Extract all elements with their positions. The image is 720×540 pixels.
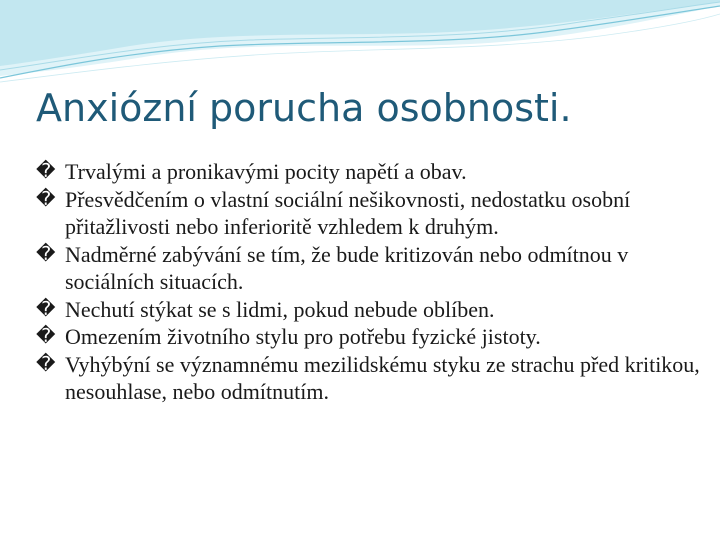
- bullet-text: Trvalými a pronikavými pocity napětí a obav.: [65, 159, 467, 184]
- bullet-list: [36, 158, 706, 406]
- bullet-marker-icon: �: [36, 352, 56, 375]
- bullet-marker-icon: �: [36, 160, 56, 182]
- bullet-item: [36, 186, 706, 241]
- bullet-text: Nadměrné zabývání se tím, že bude kritizován nebo odmítnou v sociálních situacích.: [65, 241, 629, 294]
- bullet-item: [36, 158, 706, 186]
- bullet-marker-icon: �: [36, 187, 56, 210]
- bullet-text: Vyhýbýní se významnému mezilidskému styku ze strachu před kritikou, nesouhlase, nebo odmítnutím.: [65, 351, 700, 404]
- bullet-item: [36, 323, 706, 351]
- bullet-item: [36, 296, 706, 324]
- bullet-marker-icon: �: [36, 242, 56, 265]
- bullet-item: [36, 241, 706, 296]
- bullet-marker-icon: �: [36, 325, 56, 347]
- bullet-text: Přesvědčením o vlastní sociální nešikovnosti, nedostatku osobní přitažlivosti nebo inferioritě vzhledem k druhým.: [65, 186, 631, 239]
- header-wave-decoration: [0, 0, 720, 90]
- bullet-text: Omezením životního stylu pro potřebu fyzické jistoty.: [65, 324, 541, 349]
- bullet-text: Nechutí stýkat se s lidmi, pokud nebude oblíben.: [65, 296, 495, 322]
- slide-title: Anxiózní porucha osobnosti.: [36, 86, 572, 130]
- bullet-item: [36, 351, 706, 406]
- bullet-marker-icon: �: [36, 297, 56, 320]
